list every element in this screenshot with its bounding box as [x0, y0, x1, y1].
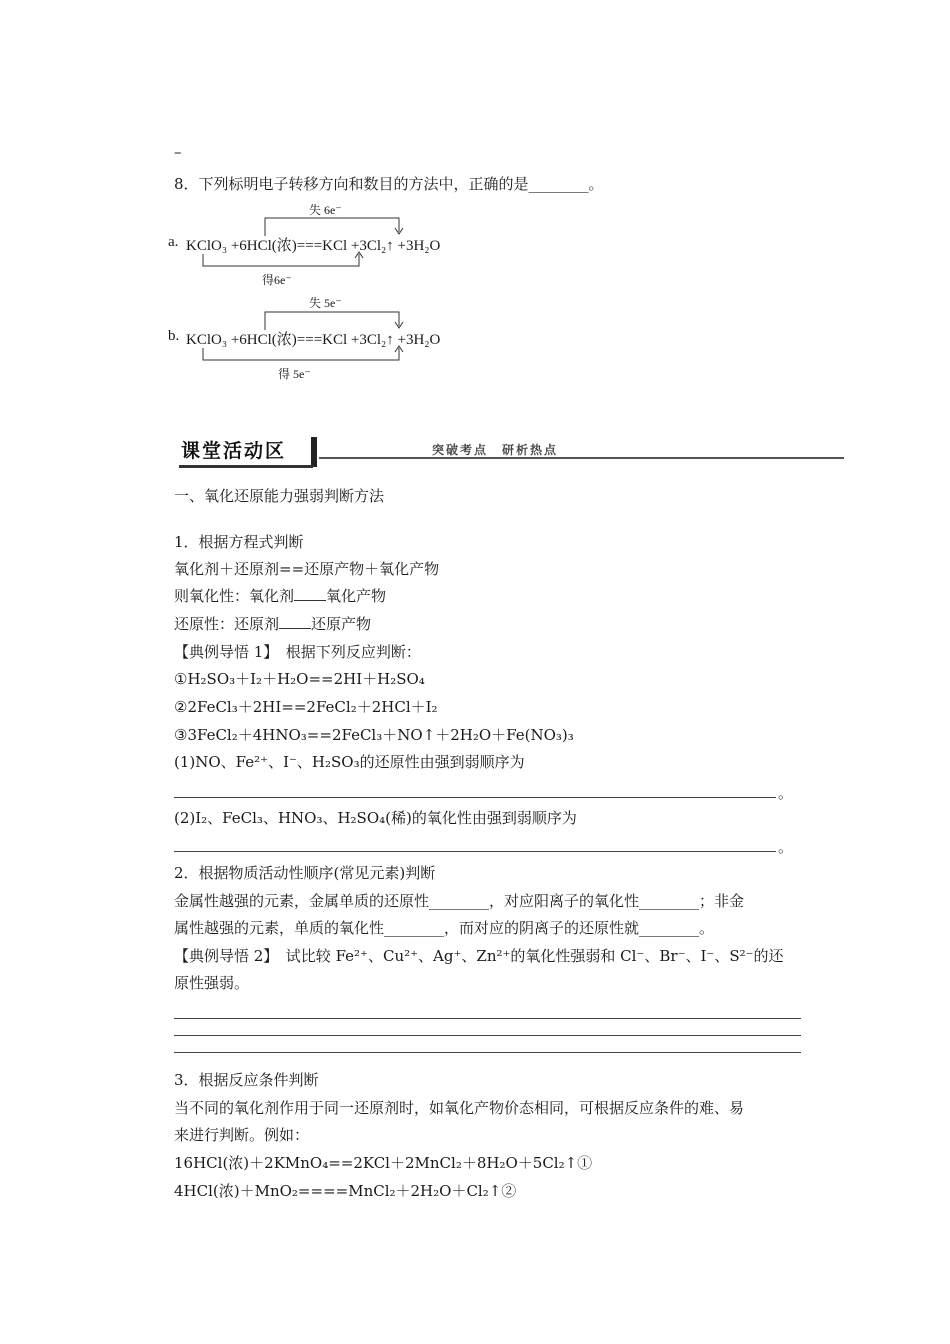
top-dash: – [174, 143, 182, 161]
eq-a-equation: KClO₃ +6HCl(浓)===KCl +3Cl₂↑ +3H₂O [186, 238, 441, 254]
section-heading: 一、氧化还原能力强弱判断方法 [174, 487, 385, 505]
eq-a-lose-label: 失 6e⁻ [309, 203, 342, 217]
method-1-line-2-a: 则氧化性：氧化剂 [174, 587, 295, 605]
answer-line[interactable] [174, 797, 776, 798]
example-2-line-1: 【典例导悟 2】 试比较 Fe²⁺、Cu²⁺、Ag⁺、Zn²⁺的氧化性强弱和 Cl⁻、Br⁻、I⁻、S²⁻的还 [174, 947, 784, 965]
example-1-reaction-2: ②2FeCl₃＋2HI==2FeCl₂＋2HCl＋I₂ [174, 698, 438, 716]
example-1-reaction-1: ①H₂SO₃＋I₂＋H₂O==2HI＋H₂SO₄ [174, 670, 425, 688]
answer-line[interactable] [174, 851, 776, 852]
eq-b-lose-label: 失 5e⁻ [309, 296, 342, 310]
eq-a-gain-label: 得6e⁻ [262, 273, 292, 287]
section-banner-title: 课堂活动区 [181, 440, 287, 462]
eq-b-lose-bracket [265, 312, 399, 330]
answer-line[interactable] [174, 1018, 801, 1019]
example-2-line-2: 原性强弱。 [174, 974, 250, 992]
section-banner-subtitle: 突破考点 研析热点 [432, 443, 559, 457]
banner-underline [179, 465, 313, 468]
fill-blank[interactable] [279, 614, 311, 629]
question-8-text: 8．下列标明电子转移方向和数目的方法中，正确的是________。 [174, 175, 604, 193]
eq-b-gain-bracket [203, 348, 399, 360]
method-3-reaction-2: 4HCl(浓)＋MnO₂====MnCl₂＋2H₂O＋Cl₂↑② [174, 1182, 517, 1200]
method-1-line-3-a: 还原性：还原剂 [174, 615, 280, 633]
eq-a-lose-bracket [265, 218, 399, 236]
method-2-line-1: 金属性越强的元素，金属单质的还原性________，对应阳离子的氧化性________；非金 [174, 892, 745, 910]
example-1-reaction-3: ③3FeCl₂＋4HNO₃==2FeCl₃＋NO↑＋2H₂O＋Fe(NO₃)₃ [174, 726, 574, 744]
period-mark: 。 [778, 784, 794, 802]
method-1-line-3-b: 还原产物 [311, 615, 372, 633]
eq-b-equation: KClO₃ +6HCl(浓)===KCl +3Cl₂↑ +3H₂O [186, 332, 441, 348]
method-3-line-1: 当不同的氧化剂作用于同一还原剂时，如氧化产物价态相同，可根据反应条件的难、易 [174, 1099, 745, 1117]
period-mark: 。 [778, 838, 794, 856]
banner-rule [319, 457, 844, 459]
eq-b-prefix: b. [168, 328, 180, 344]
answer-line[interactable] [174, 1035, 801, 1036]
method-3-reaction-1: 16HCl(浓)＋2KMnO₄==2KCl＋2MnCl₂＋8H₂O＋5Cl₂↑① [174, 1154, 593, 1172]
fill-blank[interactable] [294, 586, 326, 601]
method-1-line-3 [174, 614, 371, 634]
example-1-title: 【典例导悟 1】 根据下列反应判断： [174, 643, 421, 661]
method-1-title: 1．根据方程式判断 [174, 533, 304, 551]
method-1-line-2-b: 氧化产物 [326, 587, 387, 605]
method-2-title: 2．根据物质活动性顺序(常见元素)判断 [174, 864, 436, 882]
eq-a-gain-bracket [203, 254, 359, 266]
eq-b-gain-label: 得 5e⁻ [278, 367, 311, 381]
electron-transfer-arrows [0, 0, 950, 420]
answer-line[interactable] [174, 1052, 801, 1053]
banner-divider-bar [311, 437, 317, 467]
example-1-question-2: (2)I₂、FeCl₃、HNO₃、H₂SO₄(稀)的氧化性由强到弱顺序为 [174, 809, 577, 827]
example-1-question-1: (1)NO、Fe²⁺、I⁻、H₂SO₃的还原性由强到弱顺序为 [174, 753, 525, 771]
method-1-line-2 [174, 586, 386, 606]
method-3-line-2: 来进行判断。例如： [174, 1126, 310, 1144]
method-1-line-1: 氧化剂＋还原剂==还原产物＋氧化产物 [174, 560, 440, 578]
method-3-title: 3．根据反应条件判断 [174, 1071, 319, 1089]
method-2-line-2: 属性越强的元素，单质的氧化性________，而对应的阴离子的还原性就________。 [174, 919, 715, 937]
eq-a-prefix: a. [168, 234, 179, 250]
